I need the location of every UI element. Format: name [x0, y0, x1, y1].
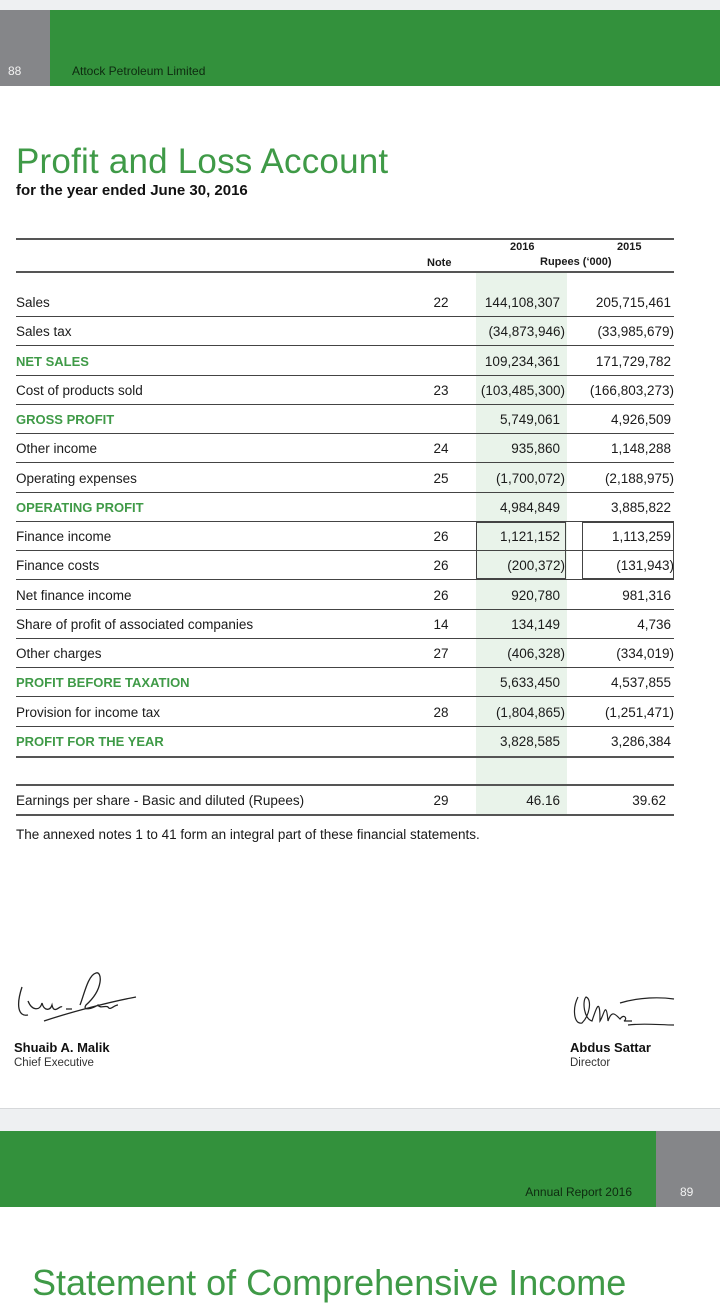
- row-value-2015: 4,537,855: [610, 675, 671, 690]
- row-label: Operating expenses: [16, 471, 137, 486]
- page-number-tab: [656, 1131, 720, 1207]
- page-number-tab: [0, 10, 50, 86]
- eps-note: 29: [433, 793, 449, 808]
- table-row: [16, 317, 674, 346]
- table-header-rule: [16, 271, 674, 273]
- row-value-2016: 134,149: [511, 617, 560, 632]
- row-divider: [16, 345, 674, 347]
- row-value-2015: 4,736: [637, 617, 671, 632]
- company-name: Attock Petroleum Limited: [72, 64, 206, 78]
- row-note: 23: [433, 383, 449, 398]
- signatory-role: Director: [570, 1057, 611, 1069]
- row-note: 27: [433, 646, 449, 661]
- row-value-2015: 3,286,384: [610, 734, 671, 749]
- signature-scribble-icon: [570, 985, 680, 1035]
- row-label: Finance costs: [16, 558, 100, 573]
- row-note: 14: [433, 617, 449, 632]
- row-label: Cost of products sold: [16, 383, 143, 398]
- row-value-2016: 3,828,585: [499, 734, 560, 749]
- row-label: Net finance income: [16, 588, 132, 603]
- eps-2016: 46.16: [526, 793, 560, 808]
- page-header-bar: [0, 10, 720, 86]
- row-value-2015: (1,251,471): [604, 705, 674, 720]
- row-note: 26: [433, 558, 449, 573]
- row-label: Other charges: [16, 646, 102, 661]
- row-value-2015: 4,926,509: [610, 412, 671, 427]
- column-header-note: Note: [427, 257, 452, 269]
- eps-bottom-rule: [16, 814, 674, 816]
- column-header-2015: 2015: [617, 241, 642, 253]
- signature-scribble-icon: [14, 965, 144, 1035]
- row-value-2015: 3,885,822: [610, 500, 671, 515]
- row-value-2015: (131,943): [616, 558, 674, 573]
- row-value-2015: 1,148,288: [610, 441, 671, 456]
- table-row: [16, 727, 674, 756]
- signature-chief-executive: [14, 965, 144, 1069]
- row-value-2015: 1,113,259: [611, 529, 671, 544]
- table-row: [16, 405, 674, 434]
- eps-row: [16, 785, 674, 815]
- row-divider: [16, 462, 674, 464]
- table-top-rule: [16, 238, 674, 240]
- page-number: 89: [680, 1185, 694, 1199]
- row-label: Finance income: [16, 529, 112, 544]
- finance-box-2015: [582, 522, 674, 579]
- row-note: 26: [433, 588, 449, 603]
- row-value-2016: 144,108,307: [484, 295, 560, 310]
- signatory-name: Abdus Sattar: [570, 1040, 651, 1055]
- row-value-2016: 1,121,152: [499, 529, 560, 544]
- row-value-2016: 5,633,450: [499, 675, 560, 690]
- row-note: 22: [433, 295, 449, 310]
- row-label: OPERATING PROFIT: [16, 500, 144, 515]
- page-footer-bar: [0, 1131, 720, 1207]
- row-value-2015: (334,019): [616, 646, 674, 661]
- row-note: 24: [433, 441, 449, 456]
- table-row: [16, 522, 674, 551]
- row-label: Other income: [16, 441, 98, 456]
- row-value-2016: 920,780: [511, 588, 560, 603]
- row-value-2015: 981,316: [622, 588, 671, 603]
- table-row: [16, 376, 674, 405]
- eps-label: Earnings per share - Basic and diluted (Rupees): [16, 793, 305, 808]
- table-bottom-rule: [16, 756, 674, 758]
- row-divider: [16, 579, 674, 581]
- row-note: 25: [433, 471, 449, 486]
- row-label: PROFIT BEFORE TAXATION: [16, 675, 190, 690]
- row-value-2015: (2,188,975): [604, 471, 674, 486]
- report-name: Annual Report 2016: [525, 1185, 632, 1199]
- page-gap: [0, 1108, 720, 1132]
- table-row: [16, 698, 674, 727]
- row-label: Provision for income tax: [16, 705, 161, 720]
- row-value-2015: (33,985,679): [597, 324, 674, 339]
- row-value-2016: (1,700,072): [495, 471, 565, 486]
- row-label: Sales tax: [16, 324, 72, 339]
- row-value-2016: 4,984,849: [499, 500, 560, 515]
- table-row: [16, 581, 674, 610]
- row-value-2015: 205,715,461: [595, 295, 671, 310]
- signature-director: [570, 985, 680, 1069]
- row-value-2016: (406,328): [507, 646, 565, 661]
- column-header-unit: Rupees (‘000): [540, 256, 612, 268]
- signatory-name: Shuaib A. Malik: [14, 1040, 110, 1055]
- page-number: 88: [8, 64, 22, 78]
- document-subtitle: for the year ended June 30, 2016: [16, 182, 248, 199]
- row-label: GROSS PROFIT: [16, 412, 115, 427]
- row-value-2016: (1,804,865): [495, 705, 565, 720]
- row-label: PROFIT FOR THE YEAR: [16, 734, 164, 749]
- table-row: [16, 464, 674, 493]
- row-value-2016: 935,860: [511, 441, 560, 456]
- table-row: [16, 639, 674, 668]
- signatory-role: Chief Executive: [14, 1057, 94, 1069]
- row-value-2015: 171,729,782: [595, 354, 671, 369]
- row-value-2016: (200,372): [507, 558, 565, 573]
- footnote: The annexed notes 1 to 41 form an integral part of these financial statements.: [16, 827, 480, 842]
- document-title: Profit and Loss Account: [16, 142, 389, 181]
- eps-2015: 39.62: [632, 793, 666, 808]
- table-row: [16, 610, 674, 639]
- row-value-2015: (166,803,273): [589, 383, 674, 398]
- table-row: [16, 551, 674, 580]
- row-note: 26: [433, 529, 449, 544]
- row-value-2016: 5,749,061: [499, 412, 560, 427]
- row-label: NET SALES: [16, 354, 89, 369]
- next-page-title: Statement of Comprehensive Income: [32, 1262, 627, 1303]
- table-row: [16, 288, 674, 317]
- table-row: [16, 434, 674, 463]
- row-value-2016: (103,485,300): [480, 383, 565, 398]
- row-value-2016: (34,873,946): [488, 324, 565, 339]
- table-row: [16, 493, 674, 522]
- column-header-2016: 2016: [510, 241, 535, 253]
- row-label: Sales: [16, 295, 50, 310]
- row-note: 28: [433, 705, 449, 720]
- finance-box-2016: [476, 522, 566, 579]
- row-value-2016: 109,234,361: [484, 354, 560, 369]
- row-label: Share of profit of associated companies: [16, 617, 254, 632]
- table-row: [16, 668, 674, 697]
- table-row: [16, 347, 674, 376]
- row-divider: [16, 696, 674, 698]
